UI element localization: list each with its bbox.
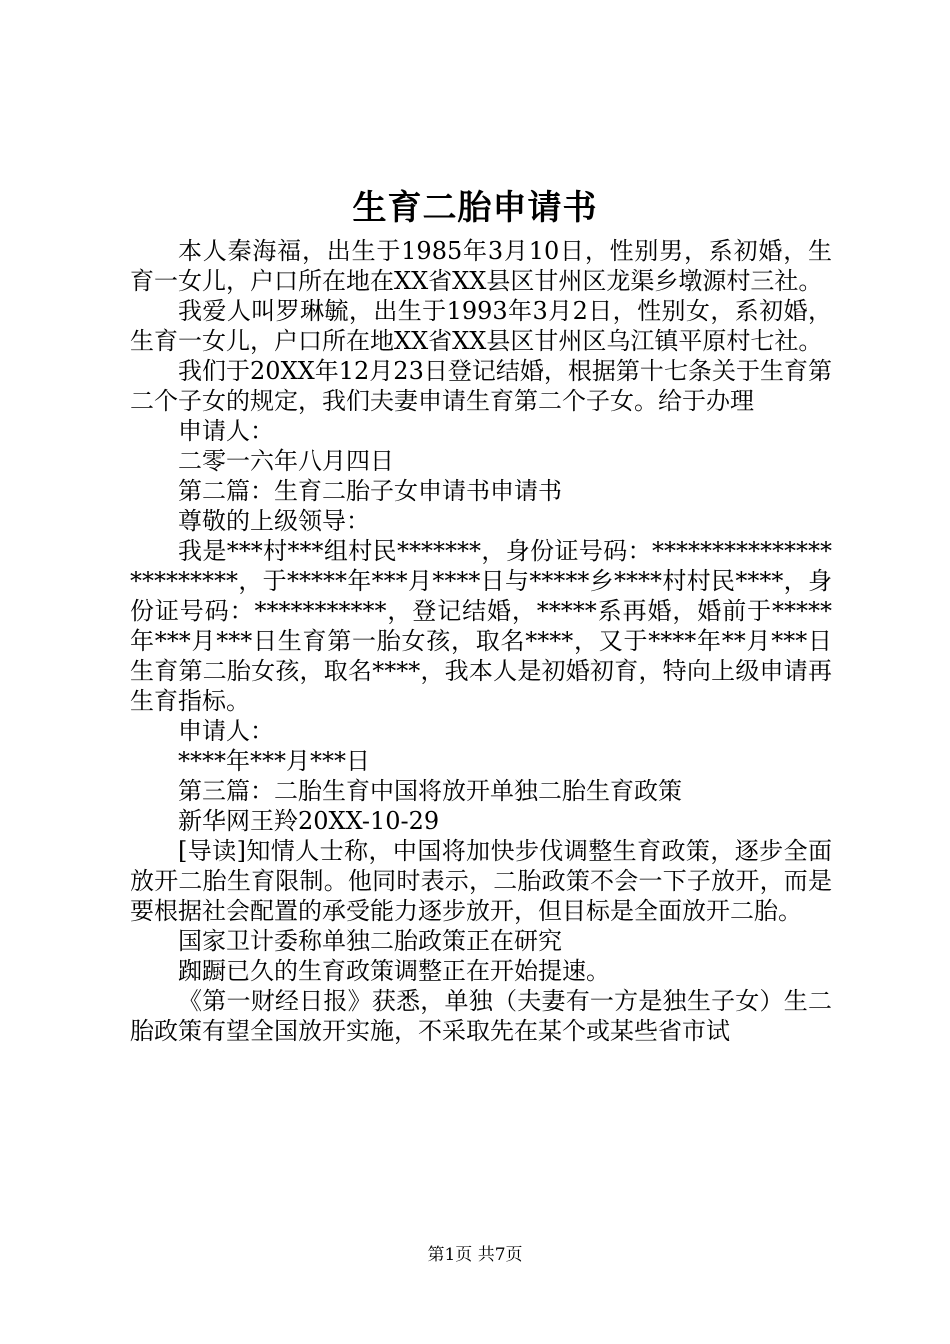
paragraph: 尊敬的上级领导： (178, 507, 370, 535)
paragraph: 我们于20XX年12月23日登记结婚，根据第十七条关于生育第二个子女的规定，我们夫妻申请生育第二个子女。给于办理 (130, 357, 832, 415)
paragraph: 第二篇：生育二胎子女申请书申请书 (178, 477, 562, 505)
paragraph: 新华网王羚20XX-10-29 (178, 807, 440, 835)
paragraph: 我是***村***组村民*******，身份证号码：************************，于*****年***月****日与*****乡****村村民****，身份证号码：***********，登记结婚，*****系再婚，婚前于*****年***月***日生育第一胎女孩，取名****，又于****年**月***日生育第二胎女孩，取名****，我本人是初婚初育，特向上级申请再生育指标。 (130, 537, 832, 715)
page-number-footer: 第1页 共7页 (427, 1245, 523, 1265)
paragraph: 国家卫计委称单独二胎政策正在研究 (178, 927, 562, 955)
paragraph: 我爱人叫罗琳毓，出生于1993年3月2日，性别女，系初婚，生育一女儿，户口所在地XX省XX县区甘州区乌江镇平原村七社。 (130, 297, 832, 355)
page-title: 生育二胎申请书 (352, 188, 598, 228)
document-body (130, 236, 832, 1046)
paragraph: [导读]知情人士称，中国将加快步伐调整生育政策，逐步全面放开二胎生育限制。他同时表示，二胎政策不会一下子放开，而是要根据社会配置的承受能力逐步放开，但目标是全面放开二胎。 (130, 837, 832, 925)
paragraph: 踟蹰已久的生育政策调整正在开始提速。 (178, 957, 610, 985)
paragraph: 二零一六年八月四日 (178, 447, 394, 475)
paragraph: 申请人： (178, 717, 274, 745)
paragraph: 第三篇：二胎生育中国将放开单独二胎生育政策 (178, 777, 682, 805)
paragraph: 本人秦海福，出生于1985年3月10日，性别男，系初婚，生育一女儿，户口所在地在XX省XX县区甘州区龙渠乡墩源村三社。 (130, 237, 832, 295)
paragraph: 申请人： (178, 417, 274, 445)
paragraph: ****年***月***日 (178, 747, 370, 775)
paragraph: 《第一财经日报》获悉，单独（夫妻有一方是独生子女）生二胎政策有望全国放开实施，不采取先在某个或某些省市试 (130, 987, 832, 1045)
